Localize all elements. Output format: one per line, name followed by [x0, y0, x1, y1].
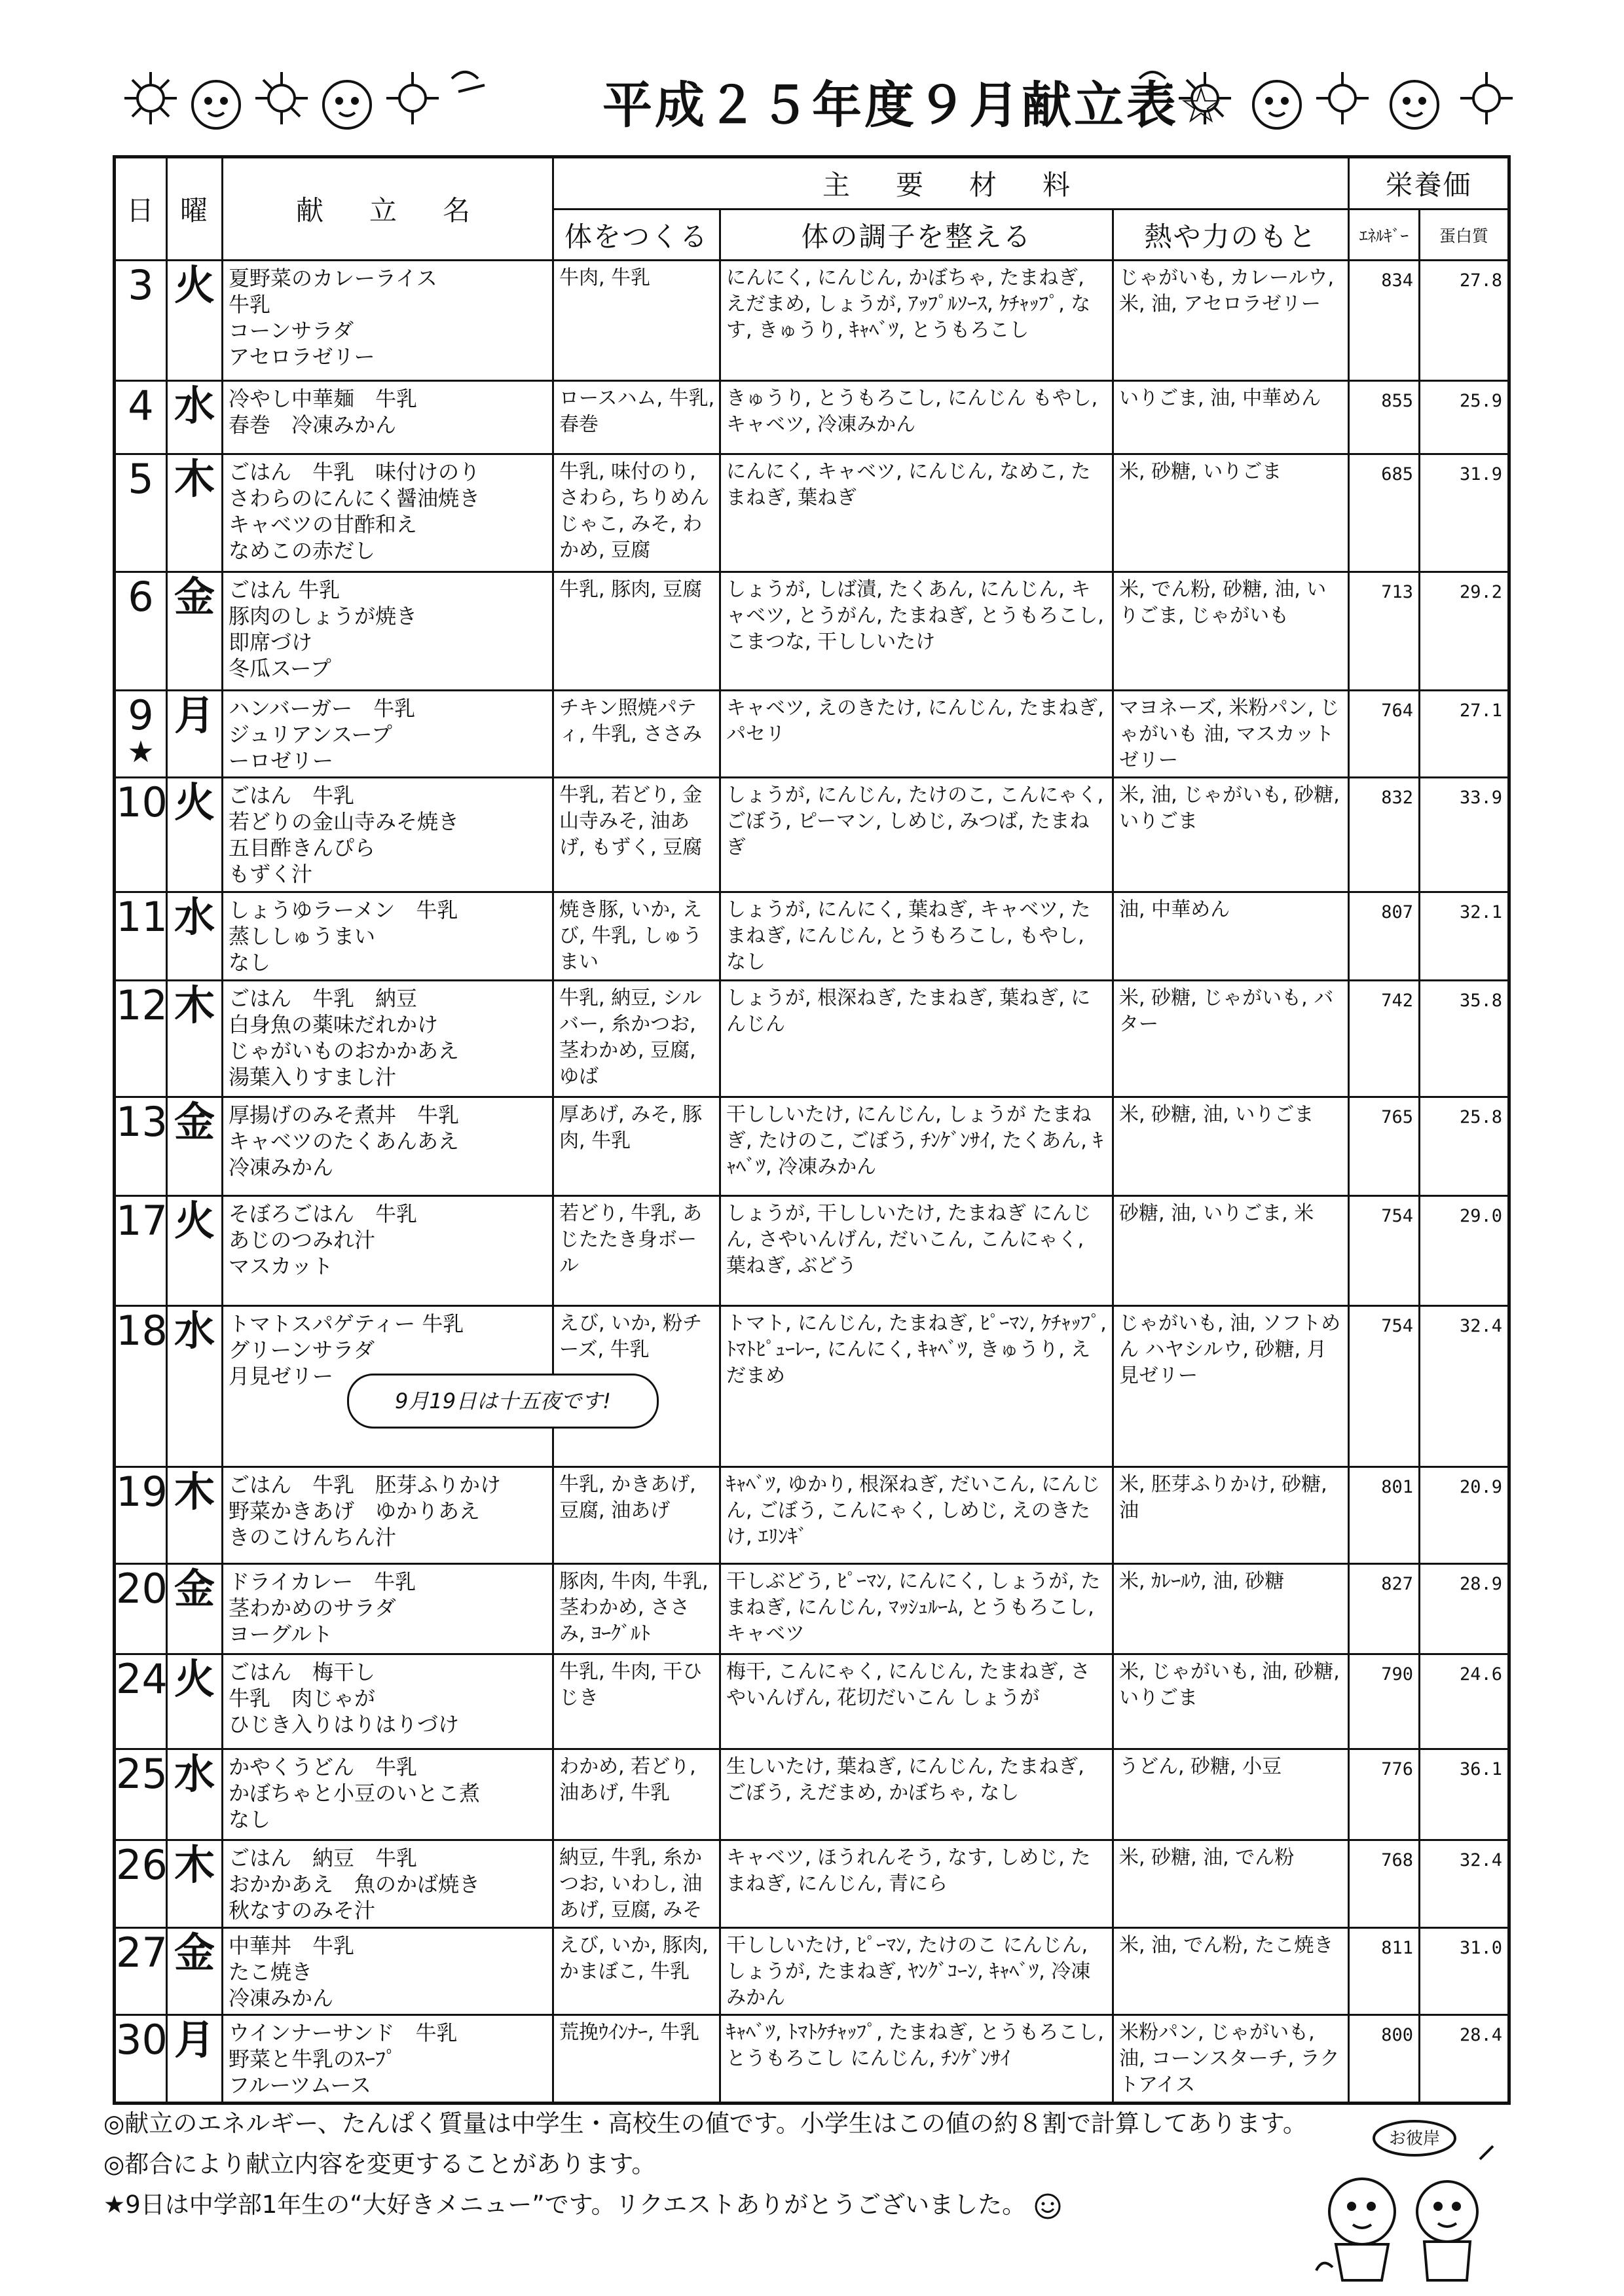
menu-name-cell — [223, 572, 553, 690]
dish-item: 湯葉入りすまし汁 — [229, 1064, 397, 1089]
protein-value-cell: 32.1 — [1420, 892, 1509, 981]
dish-item: 厚揚げのみそ煮丼 牛乳 — [229, 1102, 460, 1127]
day-cell — [115, 1563, 167, 1654]
day-cell — [115, 2015, 167, 2104]
menu-name-cell — [223, 980, 553, 1097]
body-build-cell: チキン照焼パティ, 牛乳, ささみ — [553, 690, 720, 778]
protein-value-cell: 29.0 — [1420, 1196, 1509, 1306]
day-cell — [115, 1654, 167, 1749]
energy-value-cell: 827 — [1349, 1563, 1420, 1654]
day-number: 18 — [116, 1306, 168, 1355]
dish-item: きのこけんちん汁 — [229, 1525, 397, 1550]
body-build-cell: 納豆, 牛乳, 糸かつお, いわし, 油あげ, 豆腐, みそ — [553, 1840, 720, 1928]
protein-value-cell: 25.9 — [1420, 381, 1509, 454]
table-row — [115, 892, 1509, 981]
menu-name-cell — [223, 1196, 553, 1306]
moon-viewing-speech-bubble: 9月19日は十五夜です! — [347, 1374, 659, 1429]
day-number: 11 — [116, 893, 168, 941]
weekday-cell: 水 — [167, 1305, 223, 1467]
day-cell — [115, 381, 167, 454]
menu-name-cell — [223, 1840, 553, 1928]
day-number: 4 — [128, 382, 154, 430]
dish-item: 冬瓜スープ — [229, 656, 331, 682]
dish-item: あじのつみれ汁 — [229, 1228, 376, 1253]
protein-value-cell: 32.4 — [1420, 1840, 1509, 1928]
table-row — [115, 1196, 1509, 1306]
weekday-cell: 木 — [167, 454, 223, 572]
favorite-star-icon: ★ — [127, 733, 155, 769]
weekday-cell: 火 — [167, 1654, 223, 1749]
body-build-cell: えび, いか, 粉チーズ, 牛乳 — [553, 1305, 720, 1467]
weekday-cell: 木 — [167, 1467, 223, 1563]
menu-name-cell — [223, 1563, 553, 1654]
weekday-cell: 金 — [167, 572, 223, 690]
body-condition-cell: 干ししいたけ, ﾋﾟｰﾏﾝ, たけのこ にんじん, しょうが, たまねぎ, ﾔﾝｸﾞｺｰﾝ, ｷｬﾍﾞﾂ, 冷凍みかん — [720, 1927, 1113, 2015]
energy-source-cell: マヨネーズ, 米粉パン, じゃがいも 油, マスカットゼリー — [1113, 690, 1349, 778]
day-cell — [115, 1305, 167, 1467]
menu-table — [113, 155, 1511, 2105]
energy-value-cell: 742 — [1349, 980, 1420, 1097]
dish-item: 若どりの金山寺みそ焼き — [229, 809, 460, 835]
dish-item: 冷やし中華麺 牛乳 — [229, 386, 418, 412]
body-build-cell: 牛乳, 若どり, 金山寺みそ, 油あげ, もずく, 豆腐 — [553, 778, 720, 892]
dish-item: なし — [229, 950, 271, 975]
day-number: 24 — [116, 1655, 168, 1704]
energy-source-cell: 油, 中華めん — [1113, 892, 1349, 981]
protein-value-cell: 25.8 — [1420, 1097, 1509, 1195]
dish-item: ーロゼリー — [229, 748, 334, 773]
day-number: 10 — [116, 778, 168, 827]
energy-value-cell: 801 — [1349, 1467, 1420, 1563]
energy-value-cell: 834 — [1349, 261, 1420, 381]
energy-value-cell: 685 — [1349, 454, 1420, 572]
flower-kids-left-decoration — [111, 52, 504, 144]
energy-source-cell: 米, 油, じゃがいも, 砂糖, いりごま — [1113, 778, 1349, 892]
energy-value-cell: 800 — [1349, 2015, 1420, 2104]
dish-item: コーンサラダ — [229, 318, 354, 343]
day-number: 3 — [128, 261, 154, 309]
dish-item: フルーツムース — [229, 2073, 371, 2098]
dish-item: ハンバーガー 牛乳 — [229, 695, 416, 721]
body-build-cell: 牛乳, 納豆, シルバー, 糸かつお, 茎わかめ, 豆腐, ゆば — [553, 980, 720, 1097]
dish-item: キャベツの甘酢和え — [229, 512, 418, 538]
day-number: 20 — [116, 1564, 168, 1613]
dish-item: 茎わかめのサラダ — [229, 1595, 396, 1620]
energy-source-cell: 米, 砂糖, じゃがいも, バター — [1113, 980, 1349, 1097]
dish-item: たこ焼き — [229, 1959, 313, 1984]
protein-value-cell: 28.9 — [1420, 1563, 1509, 1654]
header-nutrition: 栄養価 — [1349, 157, 1509, 210]
dish-item: 野菜と牛乳のｽｰﾌﾟ — [229, 2047, 397, 2072]
day-number: 9 — [128, 691, 154, 739]
day-number: 27 — [116, 1928, 168, 1977]
protein-value-cell: 32.4 — [1420, 1305, 1509, 1467]
dish-item: そぼろごはん 牛乳 — [229, 1201, 418, 1227]
body-condition-cell: しょうが, 干ししいたけ, たまねぎ にんじん, さやいんげん, だいこん, こんにゃく, 葉ねぎ, ぶどう — [720, 1196, 1113, 1306]
header-body-condition: 体の調子を整える — [720, 210, 1113, 261]
table-row — [115, 1305, 1509, 1467]
weekday-cell: 水 — [167, 381, 223, 454]
body-condition-cell: しょうが, にんにく, 葉ねぎ, キャベツ, たまねぎ, にんじん, とうもろこし, もやし, なし — [720, 892, 1113, 981]
energy-source-cell: 米, 胚芽ふりかけ, 砂糖, 油 — [1113, 1467, 1349, 1563]
energy-source-cell: 米, ｶﾚｰﾙｳ, 油, 砂糖 — [1113, 1563, 1349, 1654]
weekday-cell: 月 — [167, 2015, 223, 2104]
energy-source-cell: じゃがいも, 油, ソフトめん ハヤシルウ, 砂糖, 月見ゼリー — [1113, 1305, 1349, 1467]
body-build-cell: 牛肉, 牛乳 — [553, 261, 720, 381]
dish-item: ごはん 牛乳 胚芽ふりかけ — [229, 1472, 502, 1498]
dish-item: グリーンサラダ — [229, 1337, 375, 1362]
dish-item: じゃがいものおかかあえ — [229, 1038, 460, 1063]
header-weekday: 曜 — [167, 157, 223, 261]
protein-value-cell: 24.6 — [1420, 1654, 1509, 1749]
menu-name-cell — [223, 1654, 553, 1749]
body-condition-cell: ｷｬﾍﾞﾂ, ﾄﾏﾄｹﾁｬｯﾌﾟ, たまねぎ, とうもろこし, とうもろこし にんじん, ﾁﾝｹﾞﾝｻｲ — [720, 2015, 1113, 2104]
body-condition-cell: 干ししいたけ, にんじん, しょうが たまねぎ, たけのこ, ごぼう, ﾁﾝｹﾞﾝｻｲ, たくあん, ｷｬﾍﾞﾂ, 冷凍みかん — [720, 1097, 1113, 1195]
protein-value-cell: 33.9 — [1420, 778, 1509, 892]
energy-source-cell: 米, 油, でん粉, たこ焼き — [1113, 1927, 1349, 2015]
energy-source-cell: 米粉パン, じゃがいも, 油, コーンスターチ, ラクトアイス — [1113, 2015, 1349, 2104]
header-energy: ｴﾈﾙｷﾞｰ — [1349, 210, 1420, 261]
day-number: 5 — [128, 455, 154, 503]
table-row — [115, 1927, 1509, 2015]
body-build-cell: 牛乳, 豚肉, 豆腐 — [553, 572, 720, 690]
protein-value-cell: 20.9 — [1420, 1467, 1509, 1563]
day-cell — [115, 1749, 167, 1840]
body-condition-cell: しょうが, 根深ねぎ, たまねぎ, 葉ねぎ, にんじん — [720, 980, 1113, 1097]
dish-item: ジュリアンスープ — [229, 721, 392, 747]
table-row — [115, 261, 1509, 381]
menu-name-cell — [223, 454, 553, 572]
energy-value-cell: 811 — [1349, 1927, 1420, 2015]
table-row — [115, 980, 1509, 1097]
dish-item: 春巻 冷凍みかん — [229, 412, 397, 438]
header — [98, 39, 1539, 151]
smiley-icon — [1034, 2193, 1061, 2220]
dish-item: 秋なすのみそ汁 — [229, 1898, 376, 1923]
energy-source-cell: 米, 砂糖, いりごま — [1113, 454, 1349, 572]
menu-name-cell — [223, 778, 553, 892]
energy-value-cell: 807 — [1349, 892, 1420, 981]
dish-item: トマトスパゲティー 牛乳 — [229, 1311, 464, 1336]
day-number: 26 — [116, 1841, 168, 1889]
dish-item: ウインナーサンド 牛乳 — [229, 2020, 458, 2046]
dish-item: ドライカレー 牛乳 — [229, 1569, 416, 1594]
body-condition-cell: キャベツ, ほうれんそう, なす, しめじ, たまねぎ, にんじん, 青にら — [720, 1840, 1113, 1928]
dish-item: 牛乳 肉じゃが — [229, 1686, 376, 1711]
weekday-cell: 水 — [167, 892, 223, 981]
mascot-sign-text: お彼岸 — [1388, 2129, 1441, 2149]
weekday-cell: 金 — [167, 1927, 223, 2015]
body-build-cell: 厚あげ, みそ, 豚肉, 牛乳 — [553, 1097, 720, 1195]
energy-value-cell: 832 — [1349, 778, 1420, 892]
protein-value-cell: 31.9 — [1420, 454, 1509, 572]
dish-item: 冷凍みかん — [229, 1154, 334, 1180]
day-cell — [115, 778, 167, 892]
body-build-cell: えび, いか, 豚肉, かまぼこ, 牛乳 — [553, 1927, 720, 2015]
body-condition-cell: キャベツ, えのきたけ, にんじん, たまねぎ, パセリ — [720, 690, 1113, 778]
dish-item: ごはん 梅干し — [229, 1660, 376, 1685]
menu-name-cell — [223, 1927, 553, 2015]
dish-item: ごはん 牛乳 — [229, 783, 355, 809]
note-favorite-menu — [103, 2191, 1061, 2220]
weekday-cell: 金 — [167, 1097, 223, 1195]
energy-value-cell: 764 — [1349, 690, 1420, 778]
protein-value-cell: 35.8 — [1420, 980, 1509, 1097]
protein-value-cell: 27.1 — [1420, 690, 1509, 778]
protein-value-cell: 36.1 — [1420, 1749, 1509, 1840]
menu-name-cell — [223, 892, 553, 981]
energy-value-cell: 855 — [1349, 381, 1420, 454]
energy-value-cell: 754 — [1349, 1196, 1420, 1306]
body-build-cell: わかめ, 若どり, 油あげ, 牛乳 — [553, 1749, 720, 1840]
energy-value-cell: 790 — [1349, 1654, 1420, 1749]
dish-item: なし — [229, 1807, 271, 1832]
energy-value-cell: 754 — [1349, 1305, 1420, 1467]
protein-value-cell: 31.0 — [1420, 1927, 1509, 2015]
day-cell — [115, 690, 167, 778]
table-row — [115, 1097, 1509, 1195]
day-cell — [115, 892, 167, 981]
dish-item: ヨーグルト — [229, 1621, 333, 1647]
menu-name-cell — [223, 1749, 553, 1840]
body-build-cell: 焼き豚, いか, えび, 牛乳, しゅうまい — [553, 892, 720, 981]
note-change: ◎都合により献立内容を変更することがあります。 — [103, 2150, 656, 2178]
body-build-cell: 牛乳, かきあげ, 豆腐, 油あげ — [553, 1467, 720, 1563]
dish-item: 五目酢きんぴら — [229, 835, 376, 861]
note-favorite-menu-text: ★9日は中学部1年生の“大好きメニュー”です。リクエストありがとうございました。 — [103, 2191, 1027, 2219]
dish-item: なめこの赤だし — [229, 538, 376, 564]
day-number: 17 — [116, 1197, 168, 1245]
dish-item: マスカット — [229, 1254, 333, 1279]
body-condition-cell: 梅干, こんにゃく, にんじん, たまねぎ, さやいんげん, 花切だいこん しょうが — [720, 1654, 1113, 1749]
note-nutrition: ◎献立のエネルギー、たんぱく質量は中学生・高校生の値です。小学生はこの値の約８割で計算してあります。 — [103, 2109, 1307, 2138]
dish-item: 牛乳 — [229, 292, 271, 317]
weekday-cell: 水 — [167, 1749, 223, 1840]
body-condition-cell: しょうが, しば漬, たくあん, にんじん, キャベツ, とうがん, たまねぎ, とうもろこし, こまつな, 干ししいたけ — [720, 572, 1113, 690]
protein-value-cell: 29.2 — [1420, 572, 1509, 690]
day-number: 30 — [116, 2016, 168, 2064]
body-build-cell: ロースハム, 牛乳, 春巻 — [553, 381, 720, 454]
dish-item: キャベツのたくあんあえ — [229, 1128, 460, 1154]
dish-item: 蒸ししゅうまい — [229, 924, 376, 949]
day-cell — [115, 572, 167, 690]
table-row — [115, 1654, 1509, 1749]
body-condition-cell: トマト, にんじん, たまねぎ, ﾋﾟｰﾏﾝ, ｹﾁｬｯﾌﾟ, ﾄﾏﾄﾋﾟｭｰﾚｰ, にんにく, ｷｬﾍﾞﾂ, きゅうり, えだまめ — [720, 1305, 1113, 1467]
header-day: 日 — [115, 157, 167, 261]
day-cell — [115, 1840, 167, 1928]
dish-item: 冷凍みかん — [229, 1985, 334, 2011]
day-cell — [115, 980, 167, 1097]
energy-source-cell: 米, 砂糖, 油, いりごま — [1113, 1097, 1349, 1195]
body-condition-cell: 生しいたけ, 葉ねぎ, にんじん, たまねぎ, ごぼう, えだまめ, かぼちゃ, なし — [720, 1749, 1113, 1840]
ohigan-mascot-illustration — [1303, 2120, 1500, 2284]
dish-item: アセロラゼリー — [229, 344, 375, 369]
table-row — [115, 2015, 1509, 2104]
weekday-cell: 木 — [167, 980, 223, 1097]
dish-item: ごはん 牛乳 味付けのり — [229, 460, 481, 485]
header-energy-source: 熱や力のもと — [1113, 210, 1349, 261]
energy-value-cell: 765 — [1349, 1097, 1420, 1195]
body-condition-cell: ｷｬﾍﾞﾂ, ゆかり, 根深ねぎ, だいこん, にんじん, ごぼう, こんにゃく, しめじ, えのきたけ, ｴﾘﾝｷﾞ — [720, 1467, 1113, 1563]
dish-item: 即席づけ — [229, 630, 313, 655]
dish-item: ごはん 牛乳 納豆 — [229, 985, 418, 1011]
body-condition-cell: きゅうり, とうもろこし, にんじん もやし, キャベツ, 冷凍みかん — [720, 381, 1113, 454]
dish-item: 野菜かきあげ ゆかりあえ — [229, 1499, 481, 1524]
body-condition-cell: しょうが, にんじん, たけのこ, こんにゃく, ごぼう, ピーマン, しめじ, みつば, たまねぎ — [720, 778, 1113, 892]
dish-item: ごはん 納豆 牛乳 — [229, 1846, 418, 1871]
table-row — [115, 381, 1509, 454]
day-number: 12 — [116, 981, 168, 1029]
dish-item: もずく汁 — [229, 862, 313, 887]
flower-kids-right-decoration — [1120, 52, 1539, 144]
energy-source-cell: 砂糖, 油, いりごま, 米 — [1113, 1196, 1349, 1306]
table-row — [115, 1563, 1509, 1654]
protein-value-cell: 28.4 — [1420, 2015, 1509, 2104]
dish-item: かやくうどん 牛乳 — [229, 1755, 418, 1780]
body-build-cell: 牛乳, 牛肉, 干ひじき — [553, 1654, 720, 1749]
body-build-cell: 若どり, 牛乳, あじたたき身ボール — [553, 1196, 720, 1306]
weekday-cell: 木 — [167, 1840, 223, 1928]
body-build-cell: 荒挽ｳｲﾝﾅｰ, 牛乳 — [553, 2015, 720, 2104]
menu-name-cell — [223, 1467, 553, 1563]
body-build-cell: 豚肉, 牛肉, 牛乳, 茎わかめ, ささみ, ﾖｰｸﾞﾙﾄ — [553, 1563, 720, 1654]
dish-item: 白身魚の薬味だれかけ — [229, 1011, 439, 1037]
energy-source-cell: じゃがいも, カレールウ, 米, 油, アセロラゼリー — [1113, 261, 1349, 381]
header-protein: 蛋白質 — [1420, 210, 1509, 261]
menu-body — [115, 261, 1509, 2104]
header-main-ingredients: 主 要 材 料 — [553, 157, 1349, 210]
body-condition-cell: にんにく, にんじん, かぼちゃ, たまねぎ, えだまめ, しょうが, ｱｯﾌﾟﾙｿｰｽ, ｹﾁｬｯﾌﾟ, なす, きゅうり, ｷｬﾍﾞﾂ, とうもろこし — [720, 261, 1113, 381]
table-row — [115, 1749, 1509, 1840]
weekday-cell: 火 — [167, 778, 223, 892]
menu-name-cell — [223, 2015, 553, 2104]
day-number: 19 — [116, 1468, 168, 1516]
energy-source-cell: 米, でん粉, 砂糖, 油, いりごま, じゃがいも — [1113, 572, 1349, 690]
body-condition-cell: にんにく, キャベツ, にんじん, なめこ, たまねぎ, 葉ねぎ — [720, 454, 1113, 572]
body-build-cell: 牛乳, 味付のり, さわら, ちりめんじゃこ, みそ, わかめ, 豆腐 — [553, 454, 720, 572]
day-cell — [115, 1196, 167, 1306]
dish-item: 豚肉のしょうが焼き — [229, 604, 418, 629]
energy-value-cell: 713 — [1349, 572, 1420, 690]
day-cell — [115, 1927, 167, 2015]
weekday-cell: 月 — [167, 690, 223, 778]
dish-item: おかかあえ 魚のかば焼き — [229, 1872, 481, 1897]
dish-item: さわらのにんにく醤油焼き — [229, 486, 481, 511]
table-row — [115, 1467, 1509, 1563]
body-condition-cell: 干しぶどう, ﾋﾟｰﾏﾝ, にんにく, しょうが, たまねぎ, にんじん, ﾏｯｼｭﾙｰﾑ, とうもろこし, キャベツ — [720, 1563, 1113, 1654]
day-cell — [115, 454, 167, 572]
table-row — [115, 1840, 1509, 1928]
protein-value-cell: 27.8 — [1420, 261, 1509, 381]
page-title: 平成２５年度９月献立表☆ — [602, 76, 1227, 134]
menu-name-cell — [223, 690, 553, 778]
weekday-cell: 火 — [167, 261, 223, 381]
energy-source-cell: 米, 砂糖, 油, でん粉 — [1113, 1840, 1349, 1928]
dish-item: 中華丼 牛乳 — [229, 1933, 355, 1958]
dish-item: 夏野菜のカレーライス — [229, 266, 437, 291]
table-row — [115, 454, 1509, 572]
day-cell — [115, 1097, 167, 1195]
energy-source-cell: いりごま, 油, 中華めん — [1113, 381, 1349, 454]
day-number: 6 — [128, 573, 154, 621]
header-menu-name: 献 立 名 — [223, 157, 553, 261]
day-cell — [115, 261, 167, 381]
table-row — [115, 778, 1509, 892]
table-row — [115, 572, 1509, 690]
header-body-build: 体をつくる — [553, 210, 720, 261]
energy-source-cell: うどん, 砂糖, 小豆 — [1113, 1749, 1349, 1840]
weekday-cell: 金 — [167, 1563, 223, 1654]
dish-item: 月見ゼリー — [229, 1363, 334, 1389]
dish-item: ごはん 牛乳 — [229, 577, 341, 603]
energy-value-cell: 776 — [1349, 1749, 1420, 1840]
table-row — [115, 690, 1509, 778]
menu-name-cell — [223, 261, 553, 381]
menu-name-cell — [223, 381, 553, 454]
dish-item: かぼちゃと小豆のいとこ煮 — [229, 1781, 481, 1806]
day-number: 13 — [116, 1097, 168, 1146]
dish-item: しょうゆラーメン 牛乳 — [229, 898, 458, 923]
energy-source-cell: 米, じゃがいも, 油, 砂糖, いりごま — [1113, 1654, 1349, 1749]
dish-item: ひじき入りはりはりづけ — [229, 1712, 460, 1738]
day-number: 25 — [116, 1750, 168, 1798]
day-cell — [115, 1467, 167, 1563]
menu-name-cell — [223, 1097, 553, 1195]
weekday-cell: 火 — [167, 1196, 223, 1306]
energy-value-cell: 768 — [1349, 1840, 1420, 1928]
